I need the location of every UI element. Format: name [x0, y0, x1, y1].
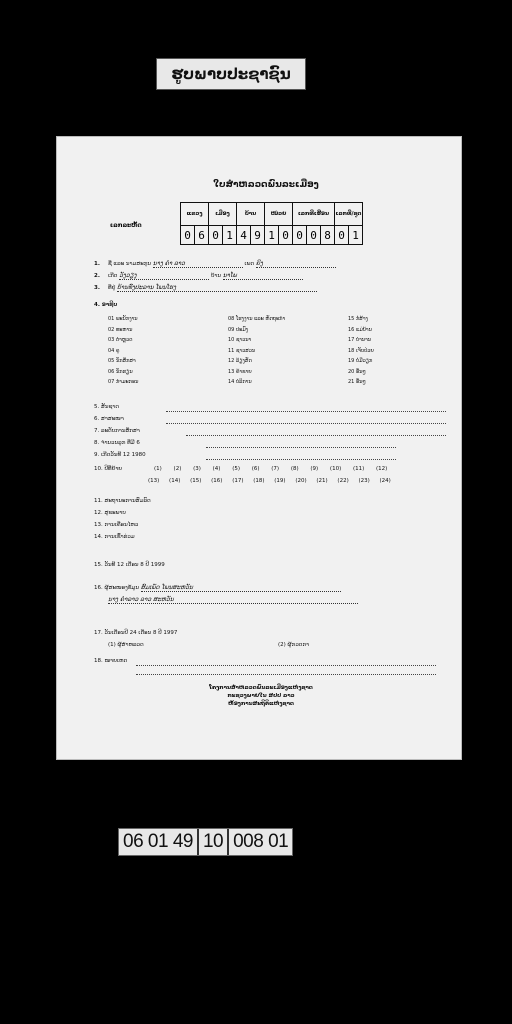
handwritten-value: ສົມເພັດ ໂພນສະຫວັນ: [141, 584, 341, 592]
row-14: 14. ການເຂົ້າຮ່ວມ: [94, 534, 135, 540]
code-digit: 1: [265, 226, 279, 245]
row-11: 11. ສະຖານະການສົມລົດ: [94, 498, 151, 504]
occupation-col-1: 01 ພະນັກງານ 02 ທະຫານ 03 ຕຳຫຼວດ 04 ຄູ 05 ນັກສຶກສາ 06 ນັກຮຽນ 07 ກຳມະກອນ: [108, 316, 139, 385]
row-7: 7. ລະດັບການສຶກສາ: [94, 428, 140, 434]
field-row: 2. ເກີດ ວັງວຽງ ບ້ານ ນາໂພ: [94, 272, 303, 280]
id-part: 10: [199, 829, 229, 855]
handwritten-value: ນາງ ຄຳ ລາວ: [153, 260, 243, 268]
code-digit: 0: [293, 226, 307, 245]
row-10-numbers-a: (1) (2) (3) (4) (5) (6) (7) (8) (9) (10) (11) (12): [154, 466, 388, 472]
row-6: 6. ສາສະໜາ: [94, 416, 124, 422]
handwritten-value: ວັງວຽງ: [119, 272, 209, 280]
code-digit: 1: [223, 226, 237, 245]
dotted-line: [136, 674, 436, 675]
id-part: 008 01: [233, 831, 289, 852]
code-digit: 0: [181, 226, 195, 245]
code-label: ເລກລະຫັດ: [110, 222, 142, 229]
dotted-line: [186, 435, 446, 436]
code-digit: 0: [279, 226, 293, 245]
row-12: 12. ສຸຂະພາບ: [94, 510, 126, 516]
form-footer: ໂຄງການສຳຫລວດພົນລະເມືອງແຫ່ງຊາດ ກະຊວງພາຍໃນ ສປປ ລາວ ຫ້ອງການສະຖິຕິແຫ່ງຊາດ: [209, 685, 313, 707]
field-row: 1. ຊື່ ແລະ ນາມສະກຸນ ນາງ ຄຳ ລາວ ເພດ ຍິງ: [94, 260, 336, 268]
code-header: ເລກທີ່/ຊຸດ: [335, 203, 363, 226]
row-17-a: (1) ຜູ້ສຳຫລວດ: [108, 642, 144, 648]
row-16b: [108, 596, 358, 604]
row-15: 15. ວັນທີ 12 ເດືອນ 8 ປີ 1999: [94, 562, 165, 568]
row-10-numbers-b: (13) (14) (15) (16) (17) (18) (19) (20) (21) (22) (23) (24): [148, 478, 391, 484]
handwritten-value: ຍິງ: [256, 260, 336, 268]
id-part: 06 01 49: [119, 829, 199, 855]
code-digit: 4: [237, 226, 251, 245]
dotted-line: [206, 447, 396, 448]
occupation-col-2: 08 ໂຮງງານ ແລະ ຫັດຖະກຳ 09 ປະມົງ 10 ຊາວນາ 11 ຊາວສວນ 12 ລ້ຽງສັດ 13 ຄ້າຂາຍ 14 ບໍລິການ: [228, 316, 286, 385]
row-8: 8. ຈຳນວນລູກ ທີ່ມີ 6: [94, 440, 140, 446]
code-digit: 9: [251, 226, 265, 245]
row-17-b: (2) ຜູ້ກວດກາ: [278, 642, 310, 648]
census-form-sheet: [56, 136, 462, 760]
row-18: 18. ໝາຍເຫດ: [94, 658, 128, 664]
id-strip: [118, 828, 293, 856]
code-header: ໜ່ວຍ: [265, 203, 293, 226]
code-header: ເລກທີ່ເຮືອນ: [293, 203, 335, 226]
handwritten-value: ບ້ານທົ່ງປະລານ ໂພນໂຮງ: [117, 284, 317, 292]
photo-header-label: ຮູບພາບປະຊາຊົນ: [156, 58, 306, 90]
dotted-line: [206, 459, 396, 460]
row-13: 13. ການເຄື່ອນໄຫວ: [94, 522, 139, 528]
code-digit: 6: [195, 226, 209, 245]
row-17: 17. ວັນເດືອນປີ 24 ເດືອນ 8 ປີ 1997: [94, 630, 178, 636]
code-digit: 0: [335, 226, 349, 245]
code-digit: 8: [321, 226, 335, 245]
row-10: 10. ປີທີ່ຍ້າຍ: [94, 466, 123, 472]
row-16: 16. ຜູ້ສະໜອງຂໍ້ມູນ ສົມເພັດ ໂພນສະຫວັນ: [94, 584, 341, 592]
form-title: ໃບສຳຫລວດພົນລະເມືອງ: [213, 180, 319, 190]
occupation-col-3: 15 ກໍ່ສ້າງ 16 ແມ່ບ້ານ 17 ບໍານານ 18 ເຈັບປ່ວຍ 19 ບໍ່ມີວຽກ 20 ອື່ນໆ 21 ອື່ນໆ: [348, 316, 374, 385]
code-digit: 1: [349, 226, 363, 245]
code-header: ເມືອງ: [209, 203, 237, 226]
row-9: 9. ເກີດວັນທີ 12 1980: [94, 452, 146, 458]
row-5: 5. ສັນຊາດ: [94, 404, 119, 410]
handwritten-value: ນາງ ຄຳລາວ ລາວ ສະຫວັນ: [108, 596, 358, 604]
code-header: ແຂວງ: [181, 203, 209, 226]
dotted-line: [166, 411, 446, 412]
field-row: 3. ທີ່ຢູ່ ບ້ານທົ່ງປະລານ ໂພນໂຮງ: [94, 284, 317, 292]
handwritten-value: ນາໂພ: [223, 272, 303, 280]
dotted-line: [136, 665, 436, 666]
dotted-line: [166, 423, 446, 424]
code-header: ບ້ານ: [237, 203, 265, 226]
code-digit: 0: [209, 226, 223, 245]
occupation-label: 4. ອາຊີບ: [94, 302, 118, 308]
code-digit: 0: [307, 226, 321, 245]
code-table: [180, 202, 363, 245]
